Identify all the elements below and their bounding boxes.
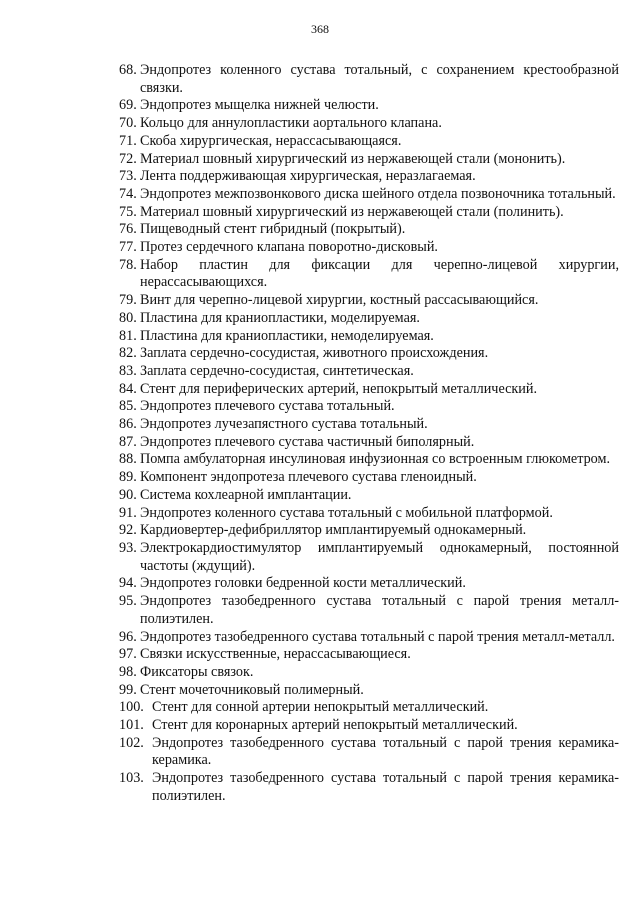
item-number: 101.: [119, 717, 144, 734]
item-text: Эндопротез коленного сустава тотальный с мобильной платформой.: [140, 504, 553, 521]
item-text: Протез сердечного клапана поворотно-дисковый.: [140, 239, 438, 256]
list-item: [119, 239, 619, 257]
item-number: 93.: [119, 539, 137, 556]
list-item: [119, 629, 619, 647]
item-number: 73.: [119, 168, 137, 185]
list-item: [119, 540, 619, 575]
item-number: 89.: [119, 469, 137, 486]
item-number: 94.: [119, 575, 137, 592]
item-number: 78.: [119, 256, 137, 273]
item-text: Эндопротез тазобедренного сустава тотальный с парой трения металл-полиэтилен.: [140, 593, 619, 627]
item-number: 97.: [119, 646, 137, 663]
list-item: [119, 363, 619, 381]
item-number: 76.: [119, 221, 137, 238]
list-item: [119, 345, 619, 363]
item-number: 81.: [119, 327, 137, 344]
item-number: 70.: [119, 115, 137, 132]
list-item: [119, 151, 619, 169]
list-item: [119, 770, 619, 805]
item-text: Эндопротез лучезапястного сустава тотальный.: [140, 416, 428, 433]
list-item: [119, 717, 619, 735]
item-number: 100.: [119, 699, 144, 716]
item-text: Эндопротез межпозвонкового диска шейного отдела позвоночника тотальный.: [140, 185, 616, 202]
item-number: 88.: [119, 451, 137, 468]
item-text: Эндопротез коленного сустава тотальный, с сохранением крестообразной связки.: [140, 62, 619, 96]
list-item: [119, 133, 619, 151]
item-text: Стент для коронарных артерий непокрытый металлический.: [152, 717, 518, 734]
item-text: Пластина для краниопластики, моделируемая.: [140, 309, 420, 326]
item-text: Связки искусственные, нерассасывающиеся.: [140, 646, 411, 663]
list-item: [119, 221, 619, 239]
item-number: 103.: [119, 770, 144, 787]
item-text: Электрокардиостимулятор имплантируемый однокамерный, постоянной частоты (ждущий).: [140, 539, 619, 574]
item-text: Кольцо для аннулопластики аортального клапана.: [140, 115, 442, 132]
list-item: [119, 593, 619, 628]
item-number: 75.: [119, 203, 137, 220]
item-number: 99.: [119, 681, 137, 698]
item-text: Пищеводный стент гибридный (покрытый).: [140, 221, 406, 238]
list-item: [119, 115, 619, 133]
item-number: 68.: [119, 62, 137, 78]
item-number: 91.: [119, 504, 137, 521]
list-item: [119, 257, 619, 292]
item-text: Набор пластин для фиксации для черепно-лицевой хирургии, нерассасывающихся.: [140, 256, 619, 291]
item-text: Эндопротез головки бедренной кости металлический.: [140, 575, 466, 592]
list-item: [119, 735, 619, 770]
list-item: [119, 292, 619, 310]
list-item: [119, 310, 619, 328]
item-text: Заплата сердечно-сосудистая, синтетическая.: [140, 362, 414, 379]
list-item: [119, 682, 619, 700]
list-item: [119, 328, 619, 346]
item-text: Заплата сердечно-сосудистая, животного происхождения.: [140, 345, 489, 362]
item-number: 69.: [119, 97, 137, 114]
list-item: [119, 522, 619, 540]
list-item: [119, 664, 619, 682]
item-text: Компонент эндопротеза плечевого сустава гленоидный.: [140, 469, 477, 486]
list-item: [119, 469, 619, 487]
list-item: [119, 416, 619, 434]
item-text: Эндопротез тазобедренного сустава тотальный с парой трения металл-металл.: [140, 628, 615, 645]
item-number: 96.: [119, 628, 137, 645]
item-number: 83.: [119, 362, 137, 379]
page-number: 368: [311, 22, 329, 36]
item-text: Эндопротез плечевого сустава частичный биполярный.: [140, 433, 475, 450]
item-number: 90.: [119, 486, 137, 503]
item-number: 79.: [119, 292, 137, 309]
item-number: 98.: [119, 663, 137, 680]
item-number: 72.: [119, 150, 137, 167]
item-text: Пластина для краниопластики, немоделируемая.: [140, 327, 434, 344]
item-text: Скоба хирургическая, нерассасывающаяся.: [140, 132, 402, 149]
item-number: 86.: [119, 416, 137, 433]
item-text: Эндопротез плечевого сустава тотальный.: [140, 398, 395, 415]
item-number: 95.: [119, 593, 137, 610]
item-text: Система кохлеарной имплантации.: [140, 486, 352, 503]
item-text: Лента поддерживающая хирургическая, неразлагаемая.: [140, 168, 476, 185]
list-item: [119, 204, 619, 222]
list-item: [119, 505, 619, 523]
item-number: 102.: [119, 734, 144, 751]
list-item: [119, 487, 619, 505]
item-number: 71.: [119, 132, 137, 149]
item-text: Фиксаторы связок.: [140, 663, 254, 680]
list-item: [119, 646, 619, 664]
list-item: [119, 381, 619, 399]
item-number: 82.: [119, 345, 137, 362]
list-item: [119, 434, 619, 452]
item-text: Помпа амбулаторная инсулиновая инфузионная со встроенным глюкометром.: [140, 451, 611, 468]
item-number: 77.: [119, 239, 137, 256]
device-list: [119, 62, 619, 806]
item-text: Стент мочеточниковый полимерный.: [140, 681, 364, 698]
list-item: [119, 168, 619, 186]
item-text: Стент для сонной артерии непокрытый металлический.: [152, 699, 489, 716]
list-item: [119, 575, 619, 593]
item-number: 74.: [119, 185, 137, 202]
item-number: 92.: [119, 522, 137, 539]
list-item: [119, 97, 619, 115]
item-number: 87.: [119, 433, 137, 450]
item-text: Материал шовный хирургический из нержавеющей стали (мононить).: [140, 150, 566, 167]
item-text: Эндопротез тазобедренного сустава тотальный с парой трения керамика-керамика.: [152, 734, 619, 769]
list-item: [119, 398, 619, 416]
item-number: 80.: [119, 309, 137, 326]
list-item: [119, 451, 619, 469]
item-number: 84.: [119, 380, 137, 397]
item-text: Материал шовный хирургический из нержавеющей стали (полинить).: [140, 203, 564, 220]
item-text: Кардиовертер-дефибриллятор имплантируемый однокамерный.: [140, 522, 527, 539]
list-item: [119, 699, 619, 717]
item-text: Эндопротез тазобедренного сустава тотальный с парой трения керамика-полиэтилен.: [152, 770, 619, 804]
item-number: 85.: [119, 398, 137, 415]
list-item: [119, 62, 619, 97]
item-text: Стент для периферических артерий, непокрытый металлический.: [140, 380, 538, 397]
item-text: Эндопротез мыщелка нижней челюсти.: [140, 97, 379, 114]
item-text: Винт для черепно-лицевой хирургии, костный рассасывающийся.: [140, 292, 539, 309]
list-item: [119, 186, 619, 204]
